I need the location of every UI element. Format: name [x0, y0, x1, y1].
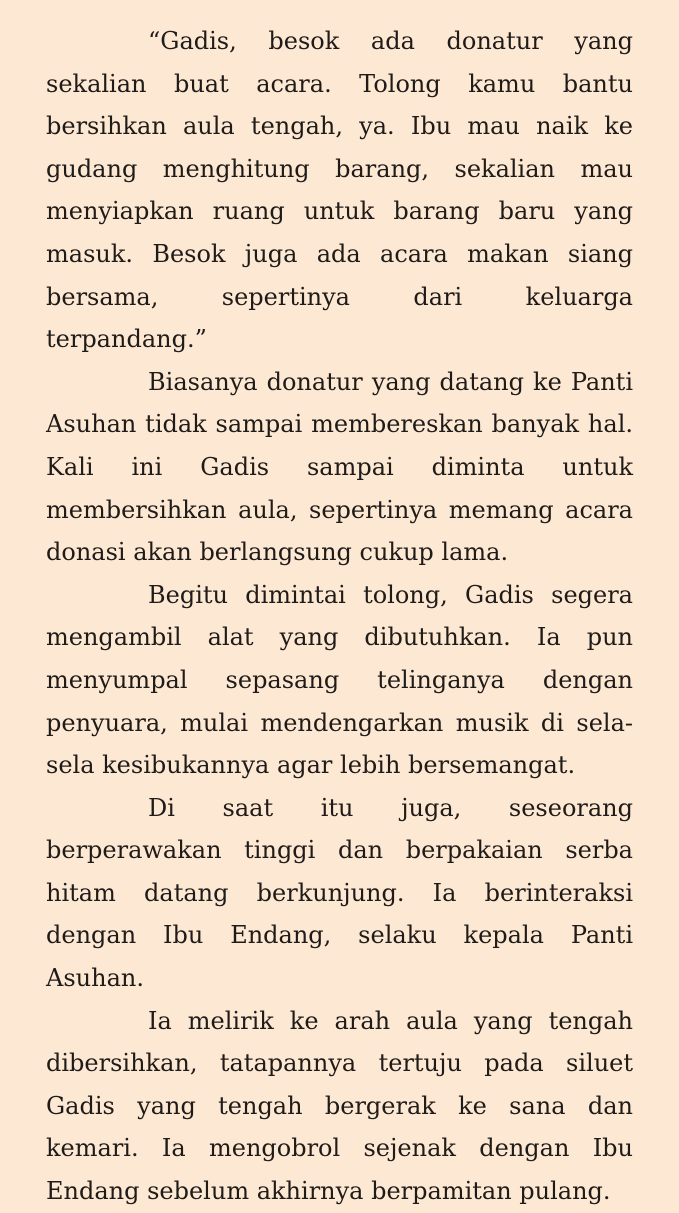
paragraph-donors-context: Biasanya donatur yang datang ke Panti Asuhan tidak sampai membereskan banyak hal. Kali ini Gadis sampai diminta untuk membersihkan aula, sepertinya memang acara donasi akan berlangsung cukup lama. [46, 367, 633, 567]
paragraph-visitor-arrives: Di saat itu juga, seseorang berperawakan tinggi dan berpakaian serba hitam datang berkunjung. Ia berinteraksi dengan Ibu Endang, selaku kepala Panti Asuhan. [46, 793, 633, 993]
paragraph-gadis-cleaning: Begitu dimintai tolong, Gadis segera mengambil alat yang dibutuhkan. Ia pun menyumpal sepasang telinganya dengan penyuara, mulai mendengarkan musik di sela-sela kesibukannya agar lebih bersemangat. [46, 580, 633, 780]
paragraph-visitor-leaves: Ia melirik ke arah aula yang tengah dibersihkan, tatapannya tertuju pada siluet Gadis yang tengah bergerak ke sana dan kemari. Ia mengobrol sejenak dengan Ibu Endang sebelum akhirnya berpamitan pulang. [46, 1006, 633, 1206]
paragraph-dialogue: “Gadis, besok ada donatur yang sekalian buat acara. Tolong kamu bantu bersihkan aula tengah, ya. Ibu mau naik ke gudang menghitung barang, sekalian mau menyiapkan ruang untuk barang baru yang masuk. Besok juga ada acara makan siang bersama, sepertinya dari keluarga terpandang.” [46, 27, 633, 354]
